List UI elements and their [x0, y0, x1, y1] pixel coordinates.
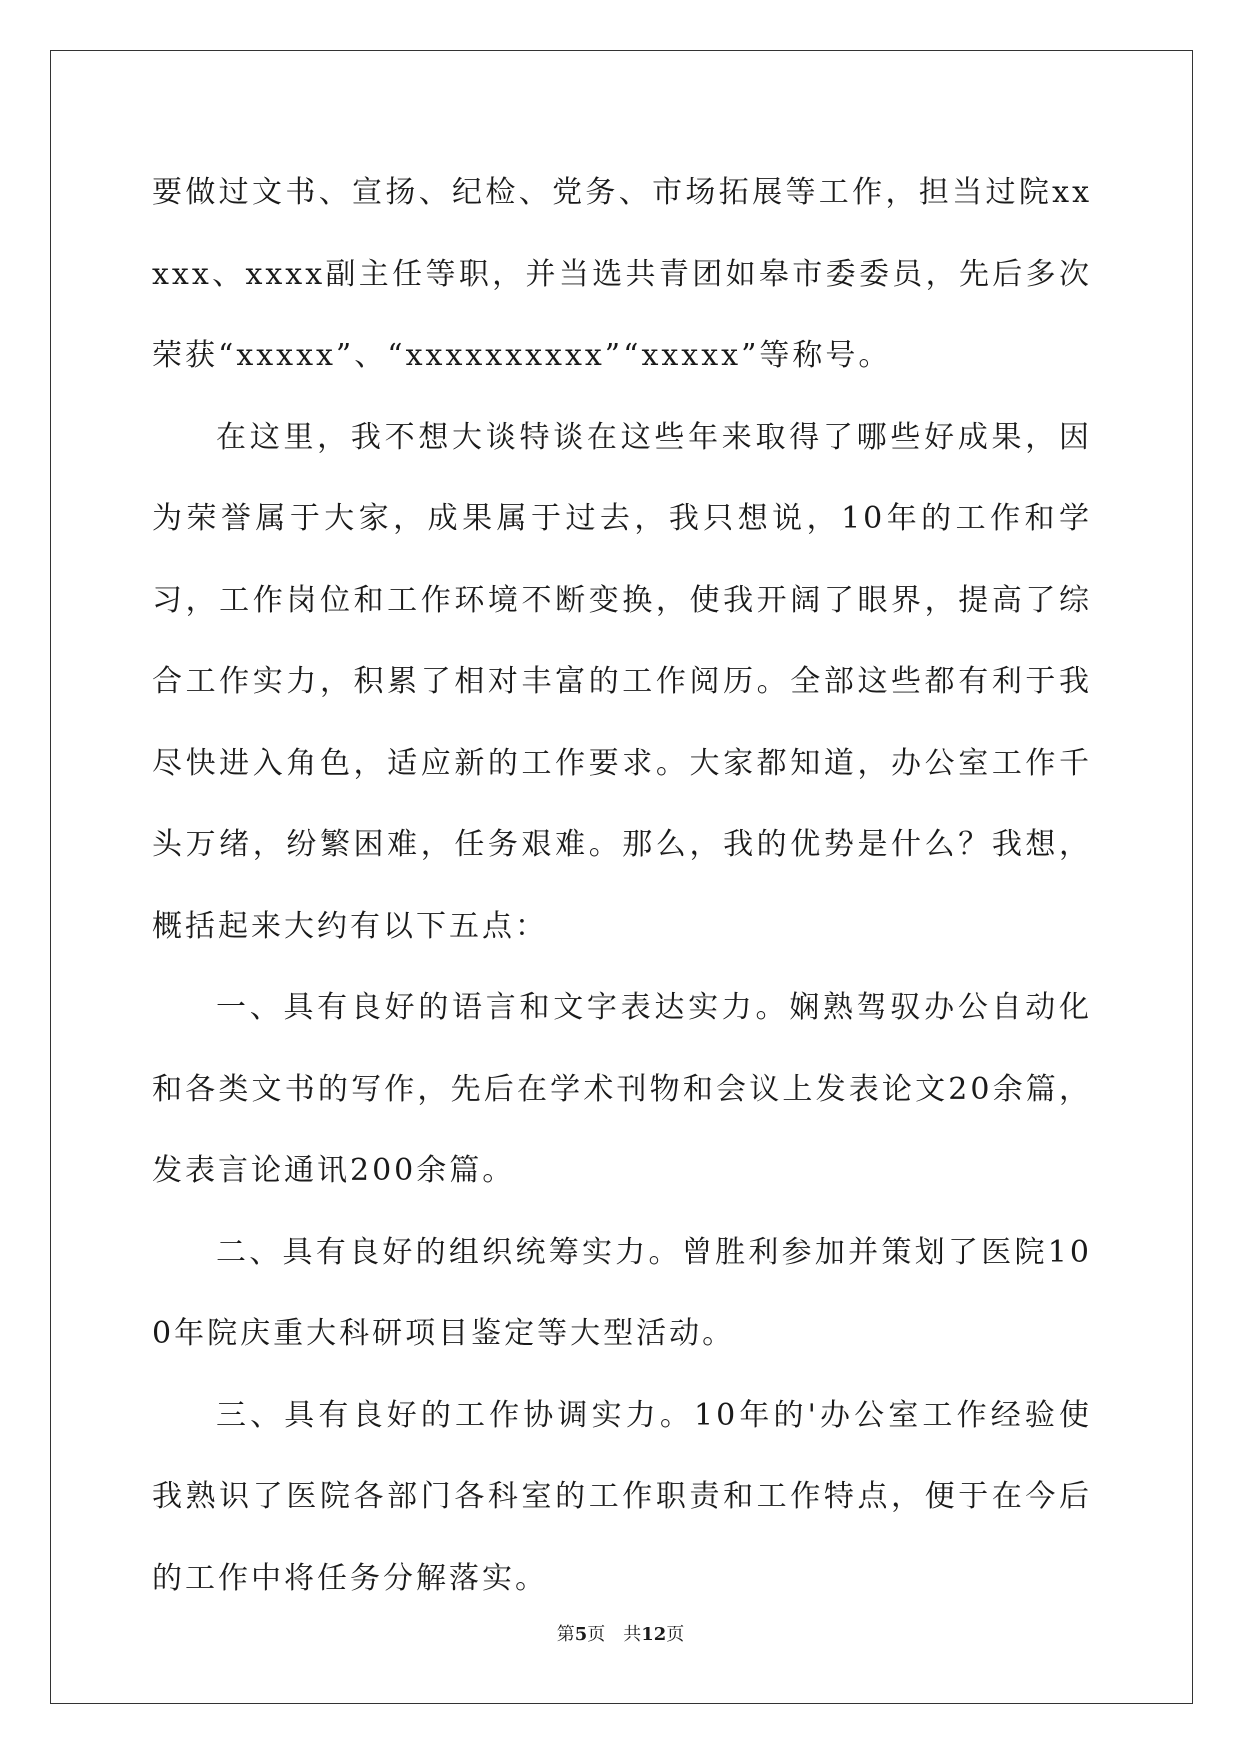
paragraph-strength-3: 三、具有良好的工作协调实力。10年的'办公室工作经验使我熟识了医院各部门各科室的工作职责和工作特点，便于在今后的工作中将任务分解落实。 — [152, 1397, 1092, 1596]
footer-middle: 页 共 — [587, 1624, 642, 1645]
paragraph-strength-2: 二、具有良好的组织统筹实力。曾胜利参加并策划了医院100年院庆重大科研项目鉴定等大型活动。 — [152, 1234, 1092, 1351]
paragraph-achievements: 在这里，我不想大谈特谈在这些年来取得了哪些好成果，因为荣誉属于大家，成果属于过去，我只想说，10年的工作和学习，工作岗位和工作环境不断变换，使我开阔了眼界，提高了综合工作实力，积累了相对丰富的工作阅历。全部这些都有利于我尽快进入角色，适应新的工作要求。大家都知道，办公室工作千头万绪，纷繁困难，任务艰难。那么，我的优势是什么？我想，概括起来大约有以下五点： — [152, 419, 1092, 944]
current-page-number: 5 — [574, 1624, 588, 1645]
page-footer — [0, 1623, 1241, 1647]
footer-prefix: 第 — [556, 1624, 575, 1645]
paragraph-continuation: 要做过文书、宣扬、纪检、党务、市场拓展等工作，担当过院xxxxx、xxxx副主任等职，并当选共青团如皋市委委员，先后多次荣获“xxxxx”、“xxxxxxxxxx”“xxxxx”等称号。 — [152, 175, 1092, 373]
paragraph-strength-1: 一、具有良好的语言和文字表达实力。娴熟驾驭办公自动化和各类文书的写作，先后在学术刊物和会议上发表论文20余篇，发表言论通讯200余篇。 — [152, 990, 1092, 1188]
total-page-number: 12 — [641, 1624, 667, 1645]
document-body — [152, 152, 1092, 1619]
footer-suffix: 页 — [666, 1624, 685, 1645]
